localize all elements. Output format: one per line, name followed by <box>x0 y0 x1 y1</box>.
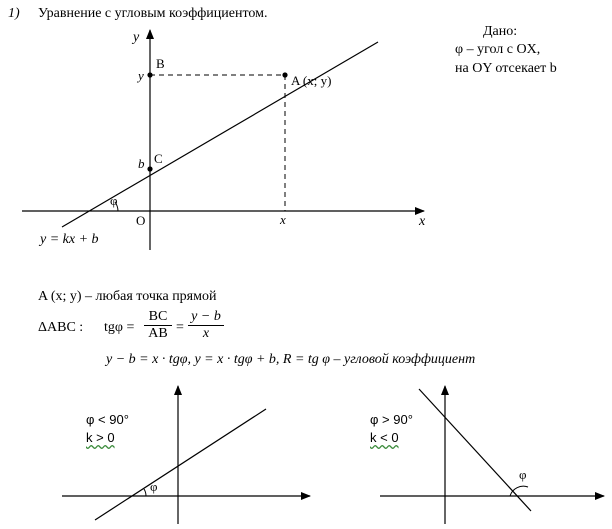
b-tick-label: b <box>138 156 145 171</box>
right-condition-angle: φ > 90° <box>370 412 413 427</box>
line-equation: y = kx + b <box>40 232 99 247</box>
derivation-line-3: y − b = x · tgφ, y = x · tgφ + b, R = tg φ – угловой коэффициент <box>106 352 476 367</box>
left-condition-angle: φ < 90° <box>86 412 129 427</box>
tg-label: tgφ = <box>104 320 135 335</box>
right-angle-label: φ <box>519 467 527 482</box>
given-title: Дано: <box>483 24 518 39</box>
fraction-x: x <box>202 326 210 341</box>
x-tick-label: x <box>280 212 286 227</box>
main-angle-label: φ <box>110 193 118 208</box>
derivation-line-1: A (x; y) – любая точка прямой <box>38 289 217 304</box>
left-angle-label: φ <box>150 479 158 494</box>
point-a-label: A (x; y) <box>291 73 332 88</box>
left-graph-angle-arc <box>144 489 146 496</box>
right-condition-k: k < 0 <box>370 430 399 445</box>
point-a-dot <box>282 72 287 77</box>
origin-label: O <box>136 213 146 228</box>
given-line-1: φ – угол с OX, <box>455 42 541 57</box>
equals-sign: = <box>176 320 184 335</box>
point-b-dot <box>147 72 152 77</box>
point-b-label: B <box>156 56 165 71</box>
x-axis-label: x <box>419 214 426 229</box>
fraction-y-minus-b: y − b <box>188 309 224 326</box>
point-c-dot <box>147 166 152 171</box>
fraction-y-minus-b-over-x <box>188 309 224 342</box>
fraction-bc-ab <box>144 309 172 342</box>
right-graph-angle-arc <box>510 486 528 496</box>
page-title: Уравнение с угловым коэффициентом. <box>38 6 268 21</box>
triangle-label: ΔABC : <box>38 320 84 335</box>
given-line-2: на OY отсекает b <box>455 61 557 76</box>
left-condition-k: k > 0 <box>86 430 115 445</box>
point-c-label: C <box>154 151 163 166</box>
y-tick-label: y <box>138 68 144 83</box>
y-axis-label: y <box>133 30 140 45</box>
item-number: 1) <box>8 6 20 21</box>
fraction-ab: AB <box>148 326 168 341</box>
right-graph-line <box>419 389 531 511</box>
fraction-bc: BC <box>144 309 172 326</box>
